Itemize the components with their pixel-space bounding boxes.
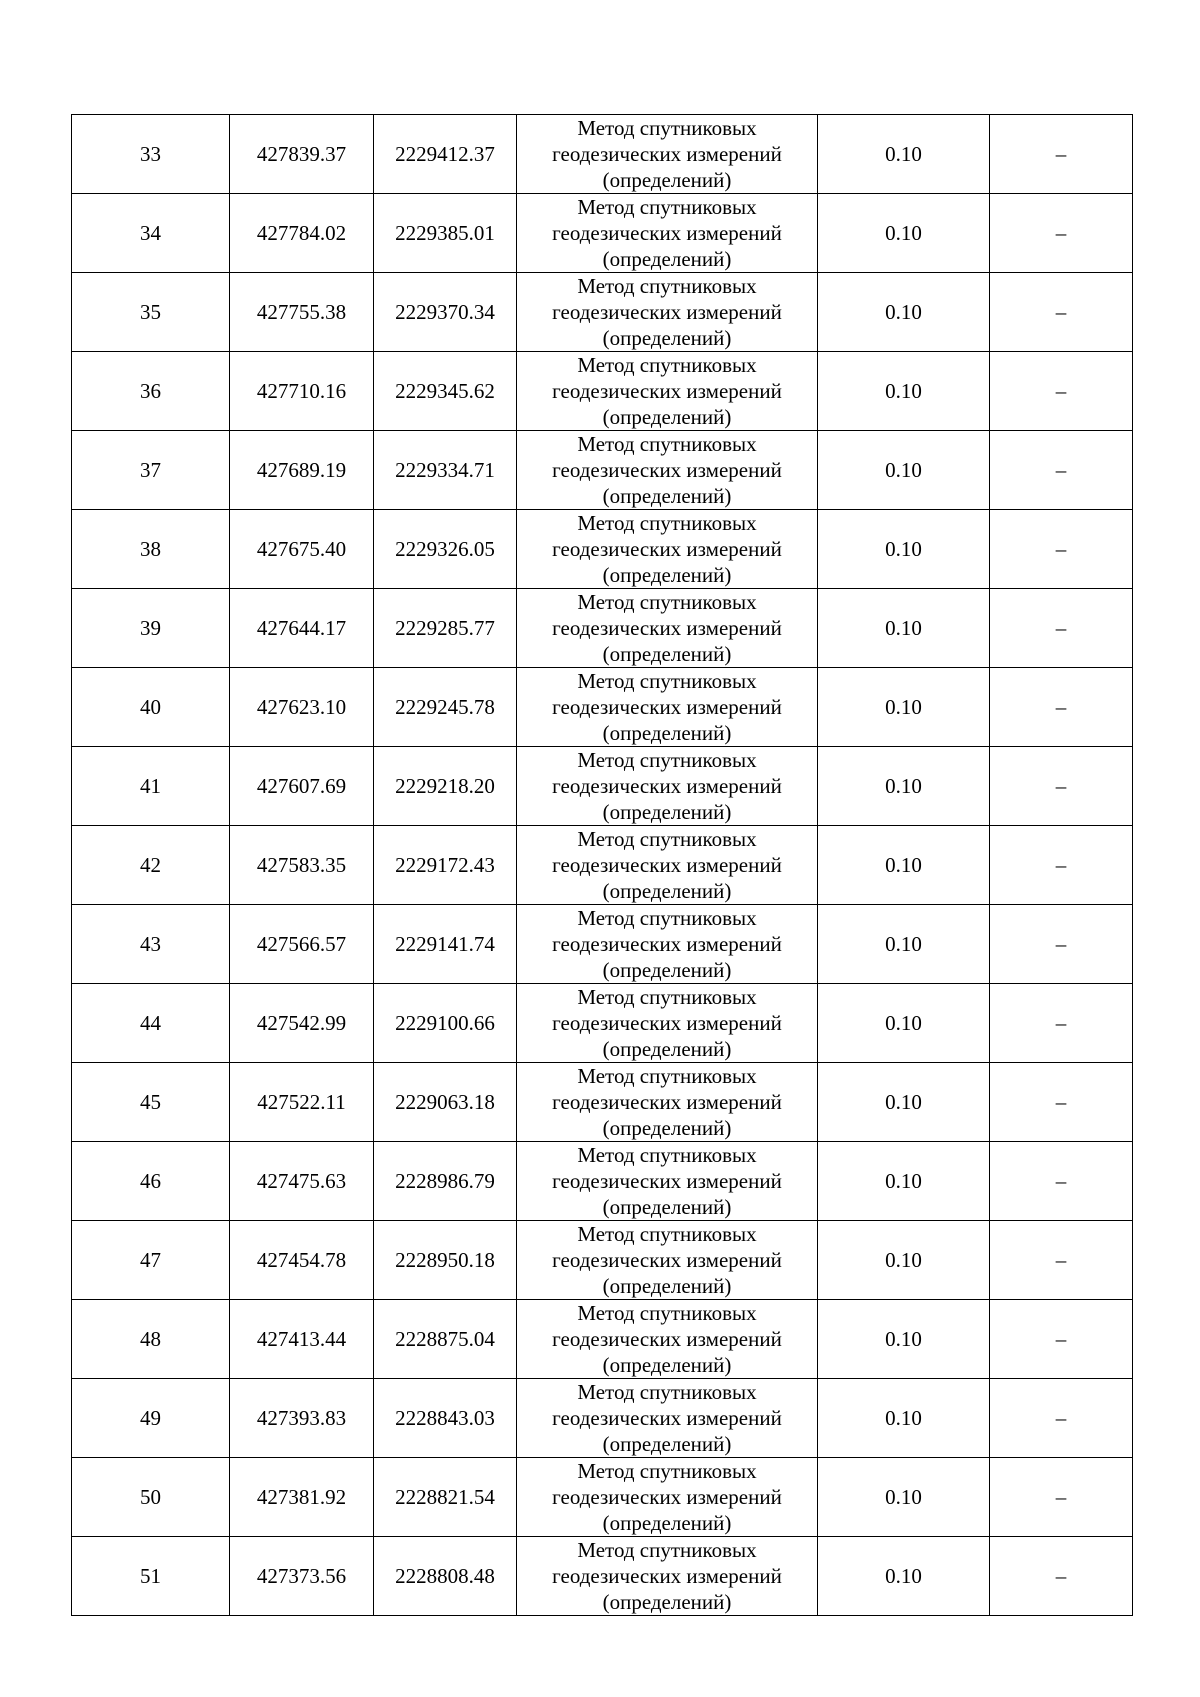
note-cell: – xyxy=(990,1300,1133,1379)
method-text-line: геодезических измерений xyxy=(552,1564,782,1588)
note-cell: – xyxy=(990,273,1133,352)
method-cell xyxy=(517,1142,818,1221)
table-row xyxy=(72,1142,1133,1221)
y-coordinate-cell: 2229100.66 xyxy=(374,984,517,1063)
method-text-line: (определений) xyxy=(602,642,732,666)
note-cell: – xyxy=(990,589,1133,668)
accuracy-cell: 0.10 xyxy=(818,984,990,1063)
x-coordinate-cell: 427607.69 xyxy=(230,747,374,826)
point-number-cell: 46 xyxy=(72,1142,230,1221)
table-row xyxy=(72,1300,1133,1379)
x-coordinate-cell: 427755.38 xyxy=(230,273,374,352)
point-number-cell: 39 xyxy=(72,589,230,668)
method-text-line: Метод спутниковых xyxy=(577,1538,757,1562)
method-cell xyxy=(517,510,818,589)
method-text-line: (определений) xyxy=(602,1353,732,1377)
table-row xyxy=(72,668,1133,747)
method-text-line: геодезических измерений xyxy=(552,537,782,561)
accuracy-cell: 0.10 xyxy=(818,1300,990,1379)
point-number-cell: 48 xyxy=(72,1300,230,1379)
note-cell: – xyxy=(990,668,1133,747)
point-number-cell: 38 xyxy=(72,510,230,589)
x-coordinate-cell: 427710.16 xyxy=(230,352,374,431)
accuracy-cell: 0.10 xyxy=(818,115,990,194)
point-number-cell: 36 xyxy=(72,352,230,431)
point-number-cell: 35 xyxy=(72,273,230,352)
note-cell: – xyxy=(990,352,1133,431)
method-cell xyxy=(517,1063,818,1142)
method-text-line: геодезических измерений xyxy=(552,1406,782,1430)
method-text-line: геодезических измерений xyxy=(552,695,782,719)
method-text-line: (определений) xyxy=(602,326,732,350)
x-coordinate-cell: 427454.78 xyxy=(230,1221,374,1300)
y-coordinate-cell: 2229218.20 xyxy=(374,747,517,826)
y-coordinate-cell: 2229412.37 xyxy=(374,115,517,194)
method-text-line: (определений) xyxy=(602,168,732,192)
accuracy-cell: 0.10 xyxy=(818,431,990,510)
method-cell xyxy=(517,352,818,431)
note-cell: – xyxy=(990,1142,1133,1221)
method-text-line: (определений) xyxy=(602,1432,732,1456)
method-cell xyxy=(517,115,818,194)
method-text-line: (определений) xyxy=(602,484,732,508)
y-coordinate-cell: 2229245.78 xyxy=(374,668,517,747)
coordinates-table-body xyxy=(72,115,1133,1616)
x-coordinate-cell: 427542.99 xyxy=(230,984,374,1063)
x-coordinate-cell: 427689.19 xyxy=(230,431,374,510)
method-text-line: Метод спутниковых xyxy=(577,274,757,298)
table-row xyxy=(72,747,1133,826)
x-coordinate-cell: 427675.40 xyxy=(230,510,374,589)
note-cell: – xyxy=(990,1537,1133,1616)
table-row xyxy=(72,1063,1133,1142)
point-number-cell: 41 xyxy=(72,747,230,826)
x-coordinate-cell: 427413.44 xyxy=(230,1300,374,1379)
note-cell: – xyxy=(990,1458,1133,1537)
method-text-line: Метод спутниковых xyxy=(577,906,757,930)
x-coordinate-cell: 427566.57 xyxy=(230,905,374,984)
method-text-line: геодезических измерений xyxy=(552,1485,782,1509)
x-coordinate-cell: 427623.10 xyxy=(230,668,374,747)
coordinates-table xyxy=(71,114,1133,1616)
method-text-line: геодезических измерений xyxy=(552,142,782,166)
method-text-line: Метод спутниковых xyxy=(577,432,757,456)
method-text-line: Метод спутниковых xyxy=(577,1143,757,1167)
method-text-line: (определений) xyxy=(602,1116,732,1140)
x-coordinate-cell: 427839.37 xyxy=(230,115,374,194)
method-cell xyxy=(517,1537,818,1616)
table-row xyxy=(72,273,1133,352)
y-coordinate-cell: 2229285.77 xyxy=(374,589,517,668)
note-cell: – xyxy=(990,826,1133,905)
accuracy-cell: 0.10 xyxy=(818,1379,990,1458)
table-row xyxy=(72,510,1133,589)
method-text-line: Метод спутниковых xyxy=(577,116,757,140)
point-number-cell: 44 xyxy=(72,984,230,1063)
note-cell: – xyxy=(990,1221,1133,1300)
method-cell xyxy=(517,273,818,352)
note-cell: – xyxy=(990,905,1133,984)
method-cell xyxy=(517,905,818,984)
y-coordinate-cell: 2229370.34 xyxy=(374,273,517,352)
accuracy-cell: 0.10 xyxy=(818,1063,990,1142)
method-text-line: (определений) xyxy=(602,247,732,271)
note-cell: – xyxy=(990,1063,1133,1142)
y-coordinate-cell: 2229334.71 xyxy=(374,431,517,510)
method-text-line: Метод спутниковых xyxy=(577,827,757,851)
x-coordinate-cell: 427381.92 xyxy=(230,1458,374,1537)
point-number-cell: 47 xyxy=(72,1221,230,1300)
method-text-line: (определений) xyxy=(602,721,732,745)
y-coordinate-cell: 2228950.18 xyxy=(374,1221,517,1300)
x-coordinate-cell: 427644.17 xyxy=(230,589,374,668)
point-number-cell: 42 xyxy=(72,826,230,905)
method-text-line: (определений) xyxy=(602,1274,732,1298)
method-text-line: (определений) xyxy=(602,958,732,982)
method-text-line: Метод спутниковых xyxy=(577,985,757,1009)
method-cell xyxy=(517,826,818,905)
method-cell xyxy=(517,1458,818,1537)
point-number-cell: 45 xyxy=(72,1063,230,1142)
method-cell xyxy=(517,194,818,273)
table-row xyxy=(72,352,1133,431)
method-text-line: (определений) xyxy=(602,879,732,903)
point-number-cell: 50 xyxy=(72,1458,230,1537)
note-cell: – xyxy=(990,747,1133,826)
method-text-line: (определений) xyxy=(602,1037,732,1061)
y-coordinate-cell: 2229345.62 xyxy=(374,352,517,431)
method-text-line: геодезических измерений xyxy=(552,1169,782,1193)
accuracy-cell: 0.10 xyxy=(818,668,990,747)
x-coordinate-cell: 427393.83 xyxy=(230,1379,374,1458)
method-text-line: геодезических измерений xyxy=(552,932,782,956)
method-text-line: геодезических измерений xyxy=(552,379,782,403)
point-number-cell: 34 xyxy=(72,194,230,273)
method-text-line: Метод спутниковых xyxy=(577,1459,757,1483)
method-text-line: Метод спутниковых xyxy=(577,511,757,535)
method-text-line: (определений) xyxy=(602,1590,732,1614)
method-text-line: (определений) xyxy=(602,405,732,429)
method-text-line: (определений) xyxy=(602,800,732,824)
method-text-line: геодезических измерений xyxy=(552,1090,782,1114)
method-cell xyxy=(517,984,818,1063)
table-row xyxy=(72,1379,1133,1458)
note-cell: – xyxy=(990,115,1133,194)
method-text-line: (определений) xyxy=(602,1511,732,1535)
table-row xyxy=(72,826,1133,905)
method-cell xyxy=(517,1221,818,1300)
x-coordinate-cell: 427784.02 xyxy=(230,194,374,273)
y-coordinate-cell: 2228808.48 xyxy=(374,1537,517,1616)
method-text-line: (определений) xyxy=(602,1195,732,1219)
table-row xyxy=(72,431,1133,510)
method-text-line: геодезических измерений xyxy=(552,616,782,640)
method-text-line: Метод спутниковых xyxy=(577,748,757,772)
accuracy-cell: 0.10 xyxy=(818,194,990,273)
method-text-line: геодезических измерений xyxy=(552,1248,782,1272)
accuracy-cell: 0.10 xyxy=(818,905,990,984)
method-text-line: Метод спутниковых xyxy=(577,195,757,219)
y-coordinate-cell: 2229385.01 xyxy=(374,194,517,273)
x-coordinate-cell: 427583.35 xyxy=(230,826,374,905)
y-coordinate-cell: 2228875.04 xyxy=(374,1300,517,1379)
point-number-cell: 43 xyxy=(72,905,230,984)
point-number-cell: 33 xyxy=(72,115,230,194)
accuracy-cell: 0.10 xyxy=(818,352,990,431)
note-cell: – xyxy=(990,984,1133,1063)
y-coordinate-cell: 2229172.43 xyxy=(374,826,517,905)
point-number-cell: 51 xyxy=(72,1537,230,1616)
accuracy-cell: 0.10 xyxy=(818,826,990,905)
method-text-line: геодезических измерений xyxy=(552,300,782,324)
method-text-line: Метод спутниковых xyxy=(577,1064,757,1088)
y-coordinate-cell: 2229326.05 xyxy=(374,510,517,589)
method-cell xyxy=(517,431,818,510)
method-text-line: Метод спутниковых xyxy=(577,669,757,693)
accuracy-cell: 0.10 xyxy=(818,510,990,589)
method-cell xyxy=(517,1300,818,1379)
y-coordinate-cell: 2228821.54 xyxy=(374,1458,517,1537)
method-cell xyxy=(517,668,818,747)
x-coordinate-cell: 427373.56 xyxy=(230,1537,374,1616)
table-row xyxy=(72,589,1133,668)
y-coordinate-cell: 2228843.03 xyxy=(374,1379,517,1458)
method-text-line: Метод спутниковых xyxy=(577,1380,757,1404)
y-coordinate-cell: 2228986.79 xyxy=(374,1142,517,1221)
accuracy-cell: 0.10 xyxy=(818,747,990,826)
table-row xyxy=(72,1458,1133,1537)
method-text-line: (определений) xyxy=(602,563,732,587)
table-row xyxy=(72,115,1133,194)
note-cell: – xyxy=(990,194,1133,273)
accuracy-cell: 0.10 xyxy=(818,1458,990,1537)
point-number-cell: 37 xyxy=(72,431,230,510)
method-text-line: геодезических измерений xyxy=(552,1011,782,1035)
method-cell xyxy=(517,1379,818,1458)
table-row xyxy=(72,1537,1133,1616)
note-cell: – xyxy=(990,1379,1133,1458)
method-text-line: геодезических измерений xyxy=(552,458,782,482)
accuracy-cell: 0.10 xyxy=(818,1537,990,1616)
accuracy-cell: 0.10 xyxy=(818,1221,990,1300)
table-row xyxy=(72,194,1133,273)
table-row xyxy=(72,1221,1133,1300)
method-text-line: геодезических измерений xyxy=(552,221,782,245)
method-cell xyxy=(517,747,818,826)
method-text-line: Метод спутниковых xyxy=(577,590,757,614)
y-coordinate-cell: 2229063.18 xyxy=(374,1063,517,1142)
point-number-cell: 49 xyxy=(72,1379,230,1458)
method-cell xyxy=(517,589,818,668)
method-text-line: геодезических измерений xyxy=(552,774,782,798)
method-text-line: геодезических измерений xyxy=(552,853,782,877)
method-text-line: Метод спутниковых xyxy=(577,1301,757,1325)
note-cell: – xyxy=(990,510,1133,589)
accuracy-cell: 0.10 xyxy=(818,589,990,668)
table-row xyxy=(72,905,1133,984)
accuracy-cell: 0.10 xyxy=(818,1142,990,1221)
y-coordinate-cell: 2229141.74 xyxy=(374,905,517,984)
x-coordinate-cell: 427475.63 xyxy=(230,1142,374,1221)
x-coordinate-cell: 427522.11 xyxy=(230,1063,374,1142)
note-cell: – xyxy=(990,431,1133,510)
method-text-line: Метод спутниковых xyxy=(577,1222,757,1246)
accuracy-cell: 0.10 xyxy=(818,273,990,352)
point-number-cell: 40 xyxy=(72,668,230,747)
method-text-line: геодезических измерений xyxy=(552,1327,782,1351)
method-text-line: Метод спутниковых xyxy=(577,353,757,377)
table-row xyxy=(72,984,1133,1063)
